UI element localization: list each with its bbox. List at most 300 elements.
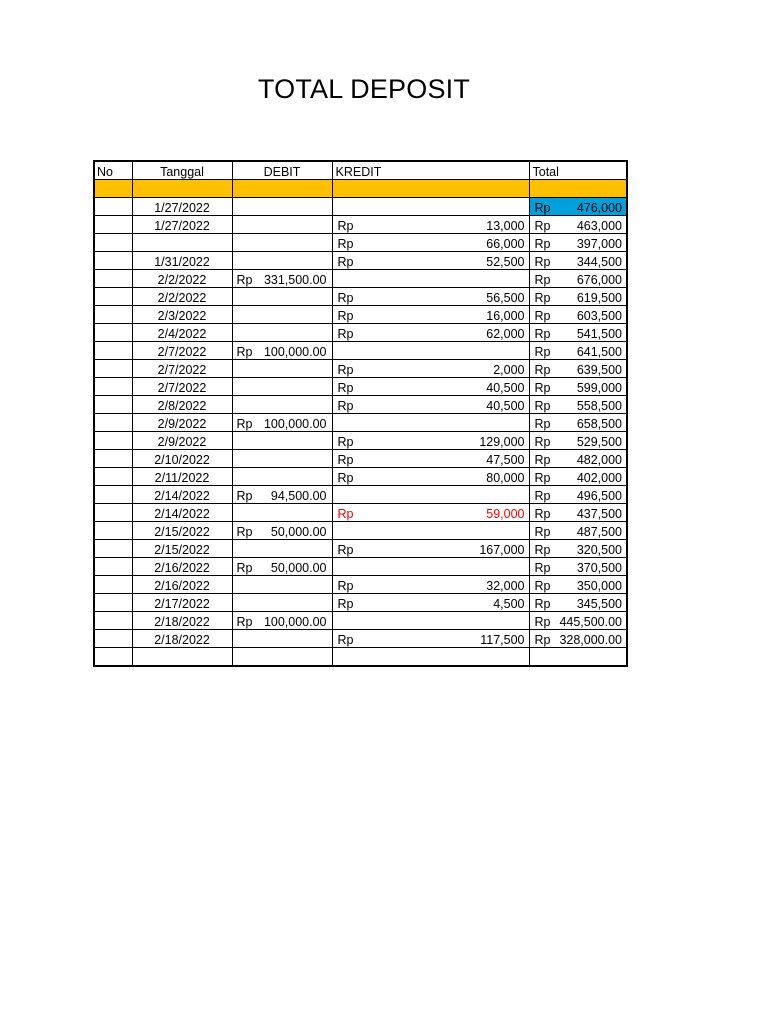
total-cell[interactable] bbox=[529, 252, 627, 270]
kredit-cell[interactable] bbox=[332, 252, 529, 270]
debit-cell[interactable] bbox=[232, 198, 332, 216]
total-cell[interactable] bbox=[529, 198, 627, 216]
kredit-amount bbox=[333, 543, 529, 557]
total-amount bbox=[530, 399, 627, 413]
total-cell[interactable] bbox=[529, 378, 627, 396]
kredit-currency: Rp bbox=[337, 633, 354, 647]
kredit-currency: Rp bbox=[337, 597, 354, 611]
table-row bbox=[94, 594, 627, 612]
total-amount bbox=[530, 345, 627, 359]
table-row bbox=[94, 558, 627, 576]
total-cell[interactable] bbox=[529, 450, 627, 468]
total-currency: Rp bbox=[534, 561, 551, 575]
kredit-cell[interactable] bbox=[332, 630, 529, 648]
total-currency: Rp bbox=[534, 435, 551, 449]
kredit-value: 2,000 bbox=[493, 363, 525, 377]
kredit-amount bbox=[333, 327, 529, 341]
table-row bbox=[94, 576, 627, 594]
debit-cell[interactable] bbox=[232, 252, 332, 270]
no-cell[interactable] bbox=[94, 198, 132, 216]
total-cell[interactable] bbox=[529, 288, 627, 306]
table-row bbox=[94, 432, 627, 450]
total-currency: Rp bbox=[534, 363, 551, 377]
no-cell[interactable] bbox=[94, 540, 132, 558]
total-amount bbox=[530, 309, 627, 323]
debit-cell[interactable] bbox=[232, 432, 332, 450]
band-cell[interactable] bbox=[232, 180, 332, 198]
kredit-currency: Rp bbox=[337, 327, 354, 341]
debit-value: 100,000.00 bbox=[263, 417, 327, 431]
total-currency: Rp bbox=[534, 327, 551, 341]
table-row bbox=[94, 648, 627, 667]
kredit-cell[interactable] bbox=[332, 450, 529, 468]
kredit-amount bbox=[333, 237, 529, 251]
kredit-currency: Rp bbox=[337, 363, 354, 377]
table-row bbox=[94, 414, 627, 432]
total-value: 482,000 bbox=[576, 453, 622, 467]
total-amount bbox=[530, 381, 627, 395]
no-cell[interactable] bbox=[94, 342, 132, 360]
tanggal-cell[interactable]: 2/9/2022 bbox=[132, 432, 232, 450]
kredit-value: 40,500 bbox=[486, 381, 525, 395]
total-cell[interactable] bbox=[529, 270, 627, 288]
tanggal-cell[interactable] bbox=[132, 234, 232, 252]
debit-value: 331,500.00 bbox=[263, 273, 327, 287]
total-amount bbox=[530, 201, 627, 215]
total-cell[interactable] bbox=[529, 216, 627, 234]
kredit-amount bbox=[333, 381, 529, 395]
debit-cell[interactable] bbox=[232, 324, 332, 342]
tanggal-cell[interactable]: 2/7/2022 bbox=[132, 378, 232, 396]
kredit-value: 129,000 bbox=[479, 435, 525, 449]
total-value: 437,500 bbox=[576, 507, 622, 521]
total-amount bbox=[530, 489, 627, 503]
debit-value: 50,000.00 bbox=[270, 561, 327, 575]
total-cell[interactable] bbox=[529, 396, 627, 414]
kredit-currency: Rp bbox=[337, 543, 354, 557]
debit-currency: Rp bbox=[236, 615, 253, 629]
total-currency: Rp bbox=[534, 597, 551, 611]
debit-amount bbox=[233, 489, 332, 503]
header-row bbox=[94, 161, 627, 180]
total-value: 658,500 bbox=[576, 417, 622, 431]
kredit-amount bbox=[333, 219, 529, 233]
total-cell[interactable] bbox=[529, 414, 627, 432]
total-currency: Rp bbox=[534, 417, 551, 431]
total-cell[interactable] bbox=[529, 324, 627, 342]
kredit-value: 16,000 bbox=[486, 309, 525, 323]
tanggal-cell[interactable]: 2/7/2022 bbox=[132, 342, 232, 360]
debit-currency: Rp bbox=[236, 561, 253, 575]
no-cell[interactable] bbox=[94, 378, 132, 396]
total-amount bbox=[530, 633, 627, 647]
total-value: 328,000.00 bbox=[559, 633, 622, 647]
total-currency: Rp bbox=[534, 381, 551, 395]
total-value: 619,500 bbox=[576, 291, 622, 305]
debit-cell[interactable] bbox=[232, 558, 332, 576]
no-cell[interactable] bbox=[94, 630, 132, 648]
total-amount bbox=[530, 453, 627, 467]
total-currency: Rp bbox=[534, 237, 551, 251]
kredit-cell[interactable] bbox=[332, 324, 529, 342]
total-amount bbox=[530, 363, 627, 377]
debit-cell[interactable] bbox=[232, 288, 332, 306]
kredit-cell[interactable] bbox=[332, 414, 529, 432]
no-cell[interactable] bbox=[94, 414, 132, 432]
kredit-amount bbox=[333, 507, 529, 521]
kredit-amount bbox=[333, 255, 529, 269]
kredit-cell[interactable] bbox=[332, 432, 529, 450]
total-amount bbox=[530, 471, 627, 485]
total-value: 641,500 bbox=[576, 345, 622, 359]
no-cell[interactable] bbox=[94, 594, 132, 612]
tanggal-cell[interactable]: 2/15/2022 bbox=[132, 540, 232, 558]
kredit-amount bbox=[333, 453, 529, 467]
table-row bbox=[94, 630, 627, 648]
debit-amount bbox=[233, 615, 332, 629]
debit-value: 100,000.00 bbox=[263, 615, 327, 629]
header-total[interactable]: Total bbox=[529, 161, 627, 180]
total-value: 599,000 bbox=[576, 381, 622, 395]
total-currency: Rp bbox=[534, 489, 551, 503]
total-value: 487,500 bbox=[576, 525, 622, 539]
kredit-currency: Rp bbox=[337, 579, 354, 593]
total-currency: Rp bbox=[534, 471, 551, 485]
tanggal-cell[interactable]: 2/16/2022 bbox=[132, 576, 232, 594]
tanggal-cell[interactable]: 2/10/2022 bbox=[132, 450, 232, 468]
kredit-value: 66,000 bbox=[486, 237, 525, 251]
total-currency: Rp bbox=[534, 633, 551, 647]
total-value: 344,500 bbox=[576, 255, 622, 269]
kredit-value: 80,000 bbox=[486, 471, 525, 485]
kredit-cell[interactable] bbox=[332, 234, 529, 252]
tanggal-cell[interactable]: 2/3/2022 bbox=[132, 306, 232, 324]
total-value: 558,500 bbox=[576, 399, 622, 413]
table-row bbox=[94, 396, 627, 414]
total-value: 529,500 bbox=[576, 435, 622, 449]
total-amount bbox=[530, 291, 627, 305]
tanggal-cell[interactable]: 2/2/2022 bbox=[132, 270, 232, 288]
table-row bbox=[94, 360, 627, 378]
tanggal-cell[interactable]: 2/18/2022 bbox=[132, 630, 232, 648]
tanggal-cell[interactable]: 2/16/2022 bbox=[132, 558, 232, 576]
kredit-currency: Rp bbox=[337, 237, 354, 251]
no-cell[interactable] bbox=[94, 216, 132, 234]
total-cell[interactable] bbox=[529, 306, 627, 324]
total-cell[interactable] bbox=[529, 234, 627, 252]
total-currency: Rp bbox=[534, 579, 551, 593]
total-currency: Rp bbox=[534, 525, 551, 539]
debit-cell[interactable] bbox=[232, 630, 332, 648]
kredit-value: 40,500 bbox=[486, 399, 525, 413]
total-cell[interactable] bbox=[529, 648, 627, 667]
kredit-amount bbox=[333, 471, 529, 485]
total-currency: Rp bbox=[534, 399, 551, 413]
total-cell[interactable] bbox=[529, 468, 627, 486]
header-tanggal[interactable]: Tanggal bbox=[132, 161, 232, 180]
kredit-amount bbox=[333, 399, 529, 413]
band-cell[interactable] bbox=[529, 180, 627, 198]
debit-cell[interactable] bbox=[232, 540, 332, 558]
kredit-cell[interactable] bbox=[332, 594, 529, 612]
total-amount bbox=[530, 597, 627, 611]
band-cell[interactable] bbox=[94, 180, 132, 198]
total-cell[interactable] bbox=[529, 360, 627, 378]
no-cell[interactable] bbox=[94, 252, 132, 270]
total-cell[interactable] bbox=[529, 612, 627, 630]
kredit-amount bbox=[333, 309, 529, 323]
total-amount bbox=[530, 579, 627, 593]
debit-cell[interactable] bbox=[232, 342, 332, 360]
no-cell[interactable] bbox=[94, 612, 132, 630]
debit-cell[interactable] bbox=[232, 468, 332, 486]
tanggal-cell[interactable]: 1/31/2022 bbox=[132, 252, 232, 270]
debit-currency: Rp bbox=[236, 489, 253, 503]
debit-cell[interactable] bbox=[232, 306, 332, 324]
kredit-currency: Rp bbox=[337, 309, 354, 323]
total-value: 603,500 bbox=[576, 309, 622, 323]
kredit-currency: Rp bbox=[337, 453, 354, 467]
tanggal-cell[interactable]: 2/18/2022 bbox=[132, 612, 232, 630]
no-cell[interactable] bbox=[94, 288, 132, 306]
kredit-amount bbox=[333, 435, 529, 449]
total-cell[interactable] bbox=[529, 504, 627, 522]
kredit-cell[interactable] bbox=[332, 360, 529, 378]
table-row bbox=[94, 504, 627, 522]
tanggal-cell[interactable]: 2/15/2022 bbox=[132, 522, 232, 540]
debit-cell[interactable] bbox=[232, 378, 332, 396]
total-currency: Rp bbox=[534, 453, 551, 467]
kredit-cell[interactable] bbox=[332, 576, 529, 594]
band-cell[interactable] bbox=[132, 180, 232, 198]
total-currency: Rp bbox=[534, 291, 551, 305]
table-row bbox=[94, 324, 627, 342]
kredit-currency: Rp bbox=[337, 291, 354, 305]
debit-amount bbox=[233, 417, 332, 431]
tanggal-cell[interactable]: 2/17/2022 bbox=[132, 594, 232, 612]
kredit-cell[interactable] bbox=[332, 540, 529, 558]
debit-cell[interactable] bbox=[232, 270, 332, 288]
kredit-cell[interactable] bbox=[332, 198, 529, 216]
kredit-currency: Rp bbox=[337, 399, 354, 413]
total-amount bbox=[530, 615, 627, 629]
debit-cell[interactable] bbox=[232, 504, 332, 522]
debit-currency: Rp bbox=[236, 525, 253, 539]
kredit-currency: Rp bbox=[337, 435, 354, 449]
kredit-value: 47,500 bbox=[486, 453, 525, 467]
debit-value: 50,000.00 bbox=[270, 525, 327, 539]
kredit-cell[interactable] bbox=[332, 504, 529, 522]
kredit-cell[interactable] bbox=[332, 342, 529, 360]
debit-cell[interactable] bbox=[232, 396, 332, 414]
kredit-cell[interactable] bbox=[332, 558, 529, 576]
debit-amount bbox=[233, 561, 332, 575]
total-value: 496,500 bbox=[576, 489, 622, 503]
no-cell[interactable] bbox=[94, 234, 132, 252]
debit-cell[interactable] bbox=[232, 486, 332, 504]
total-amount bbox=[530, 543, 627, 557]
debit-cell[interactable] bbox=[232, 594, 332, 612]
table-row bbox=[94, 216, 627, 234]
table-row bbox=[94, 612, 627, 630]
tanggal-cell[interactable]: 2/4/2022 bbox=[132, 324, 232, 342]
debit-cell[interactable] bbox=[232, 522, 332, 540]
total-currency: Rp bbox=[534, 255, 551, 269]
total-value: 476,000 bbox=[576, 201, 622, 215]
no-cell[interactable] bbox=[94, 324, 132, 342]
kredit-value: 4,500 bbox=[493, 597, 525, 611]
kredit-cell[interactable] bbox=[332, 288, 529, 306]
debit-amount bbox=[233, 345, 332, 359]
tanggal-cell[interactable]: 2/14/2022 bbox=[132, 486, 232, 504]
kredit-cell[interactable] bbox=[332, 270, 529, 288]
no-cell[interactable] bbox=[94, 486, 132, 504]
no-cell[interactable] bbox=[94, 468, 132, 486]
no-cell[interactable] bbox=[94, 450, 132, 468]
debit-cell[interactable] bbox=[232, 360, 332, 378]
band-cell[interactable] bbox=[332, 180, 529, 198]
table-row bbox=[94, 486, 627, 504]
total-cell[interactable] bbox=[529, 630, 627, 648]
total-value: 370,500 bbox=[576, 561, 622, 575]
total-cell[interactable] bbox=[529, 576, 627, 594]
total-currency: Rp bbox=[534, 219, 551, 233]
total-value: 345,500 bbox=[576, 597, 622, 611]
no-cell[interactable] bbox=[94, 360, 132, 378]
total-cell[interactable] bbox=[529, 558, 627, 576]
header-no[interactable]: No bbox=[94, 161, 132, 180]
kredit-cell[interactable] bbox=[332, 522, 529, 540]
table-row bbox=[94, 306, 627, 324]
total-value: 350,000 bbox=[576, 579, 622, 593]
debit-cell[interactable] bbox=[232, 612, 332, 630]
total-value: 541,500 bbox=[576, 327, 622, 341]
debit-cell[interactable] bbox=[232, 216, 332, 234]
page-title: TOTAL DEPOSIT bbox=[257, 74, 471, 104]
debit-currency: Rp bbox=[236, 273, 253, 287]
header-debit[interactable]: DEBIT bbox=[232, 161, 332, 180]
kredit-amount bbox=[333, 363, 529, 377]
total-amount bbox=[530, 507, 627, 521]
total-cell[interactable] bbox=[529, 432, 627, 450]
total-cell[interactable] bbox=[529, 342, 627, 360]
debit-amount bbox=[233, 525, 332, 539]
kredit-currency: Rp bbox=[337, 507, 354, 521]
debit-cell[interactable] bbox=[232, 450, 332, 468]
total-cell[interactable] bbox=[529, 594, 627, 612]
no-cell[interactable] bbox=[94, 504, 132, 522]
debit-cell[interactable] bbox=[232, 414, 332, 432]
kredit-cell[interactable] bbox=[332, 486, 529, 504]
table-row bbox=[94, 450, 627, 468]
kredit-cell[interactable] bbox=[332, 468, 529, 486]
total-cell[interactable] bbox=[529, 486, 627, 504]
debit-cell[interactable] bbox=[232, 648, 332, 667]
kredit-cell[interactable] bbox=[332, 216, 529, 234]
total-amount bbox=[530, 561, 627, 575]
total-currency: Rp bbox=[534, 543, 551, 557]
no-cell[interactable] bbox=[94, 396, 132, 414]
kredit-cell[interactable] bbox=[332, 648, 529, 667]
total-currency: Rp bbox=[534, 615, 551, 629]
total-amount bbox=[530, 237, 627, 251]
tanggal-cell[interactable]: 2/9/2022 bbox=[132, 414, 232, 432]
no-cell[interactable] bbox=[94, 432, 132, 450]
total-currency: Rp bbox=[534, 345, 551, 359]
table-row bbox=[94, 342, 627, 360]
no-cell[interactable] bbox=[94, 576, 132, 594]
total-value: 639,500 bbox=[576, 363, 622, 377]
kredit-value: 56,500 bbox=[486, 291, 525, 305]
total-currency: Rp bbox=[534, 507, 551, 521]
kredit-value: 62,000 bbox=[486, 327, 525, 341]
debit-cell[interactable] bbox=[232, 576, 332, 594]
table-row bbox=[94, 234, 627, 252]
total-value: 320,500 bbox=[576, 543, 622, 557]
debit-cell[interactable] bbox=[232, 234, 332, 252]
kredit-value: 52,500 bbox=[486, 255, 525, 269]
total-currency: Rp bbox=[534, 309, 551, 323]
total-value: 402,000 bbox=[576, 471, 622, 485]
total-amount bbox=[530, 417, 627, 431]
kredit-cell[interactable] bbox=[332, 306, 529, 324]
tanggal-cell[interactable]: 2/2/2022 bbox=[132, 288, 232, 306]
no-cell[interactable] bbox=[94, 522, 132, 540]
total-amount bbox=[530, 219, 627, 233]
total-amount bbox=[530, 327, 627, 341]
debit-currency: Rp bbox=[236, 345, 253, 359]
header-kredit[interactable]: KREDIT bbox=[332, 161, 529, 180]
total-value: 463,000 bbox=[576, 219, 622, 233]
table-row bbox=[94, 270, 627, 288]
table-row bbox=[94, 378, 627, 396]
table-row bbox=[94, 252, 627, 270]
debit-amount bbox=[233, 273, 332, 287]
total-currency: Rp bbox=[534, 201, 551, 215]
kredit-cell[interactable] bbox=[332, 396, 529, 414]
debit-value: 100,000.00 bbox=[263, 345, 327, 359]
tanggal-cell[interactable]: 2/8/2022 bbox=[132, 396, 232, 414]
kredit-value: 167,000 bbox=[479, 543, 525, 557]
total-amount bbox=[530, 435, 627, 449]
no-cell[interactable] bbox=[94, 558, 132, 576]
total-value: 397,000 bbox=[576, 237, 622, 251]
total-value: 445,500.00 bbox=[559, 615, 622, 629]
total-cell[interactable] bbox=[529, 540, 627, 558]
no-cell[interactable] bbox=[94, 306, 132, 324]
no-cell[interactable] bbox=[94, 270, 132, 288]
kredit-value: 59,000 bbox=[486, 507, 525, 521]
total-amount bbox=[530, 273, 627, 287]
kredit-cell[interactable] bbox=[332, 612, 529, 630]
tanggal-cell[interactable]: 2/7/2022 bbox=[132, 360, 232, 378]
table-row bbox=[94, 288, 627, 306]
kredit-value: 13,000 bbox=[486, 219, 525, 233]
tanggal-cell[interactable]: 1/27/2022 bbox=[132, 216, 232, 234]
tanggal-cell[interactable]: 2/14/2022 bbox=[132, 504, 232, 522]
total-value: 676,000 bbox=[576, 273, 622, 287]
tanggal-cell[interactable] bbox=[132, 648, 232, 667]
no-cell[interactable] bbox=[94, 648, 132, 667]
total-cell[interactable] bbox=[529, 522, 627, 540]
tanggal-cell[interactable]: 2/11/2022 bbox=[132, 468, 232, 486]
kredit-amount bbox=[333, 597, 529, 611]
kredit-currency: Rp bbox=[337, 255, 354, 269]
kredit-cell[interactable] bbox=[332, 378, 529, 396]
tanggal-cell[interactable]: 1/27/2022 bbox=[132, 198, 232, 216]
kredit-currency: Rp bbox=[337, 471, 354, 485]
total-amount bbox=[530, 255, 627, 269]
